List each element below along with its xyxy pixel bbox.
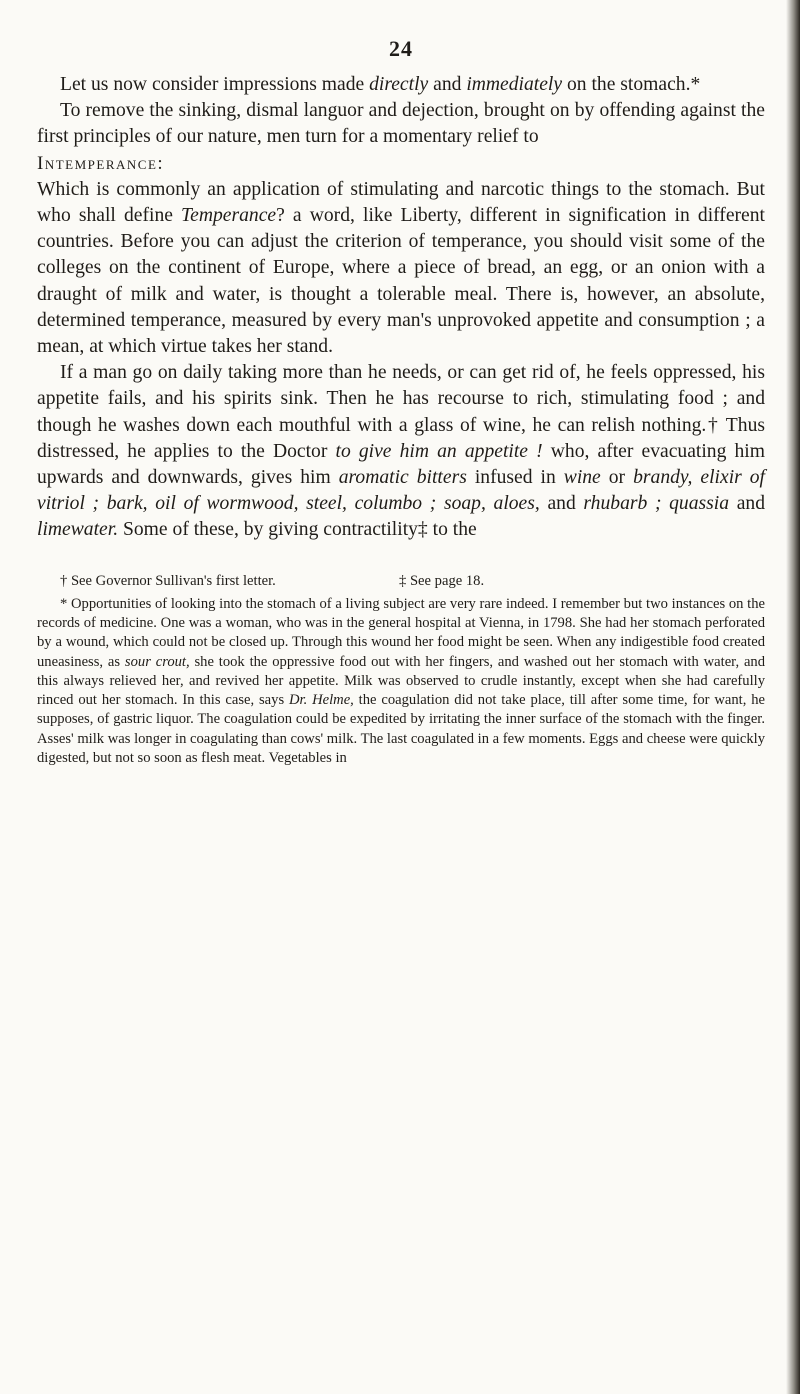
italic-text: rhubarb ; quassia: [583, 493, 730, 515]
text-run: the coagulation did not take place, till after some time, for want, he supposes, of gastric liquor. The coagulation could be expedited by irritating the inner surface of the stomach with the finger. Asses' milk was longer in coagulating than cows' milk. The last coagulated in a few moments. Eggs and cheese were quickly digested, but not so soon as flesh meat. Vegetables in: [37, 692, 766, 767]
paragraph: [37, 98, 765, 150]
footnote-dagger: † See Governor Sullivan's first letter.: [60, 572, 276, 589]
text-run: ? a word, like Liberty, different in signification in different countries. Before you can adjust the criterion of temperance, you should visit some of the colleges on the continent of Europe, where a piece of bread, an egg, or an onion with a draught of milk and water, is thought a tolerable meal. There is, however, an absolute, determined temperance, measured by every man's unprovoked appetite and consumption ; a mean, at which virtue takes her stand.: [37, 205, 765, 358]
paragraph: [37, 360, 765, 543]
italic-text: limewater.: [37, 519, 119, 541]
page-edge-shadow: [786, 0, 800, 1394]
footnotes: [37, 572, 765, 769]
text-run: on the stomach.*: [562, 74, 701, 95]
heading-text: Intemperance:: [37, 152, 165, 174]
text-run: and: [539, 493, 584, 515]
text-run: Let us now consider impressions made: [60, 74, 370, 95]
text-run: * Opportunities of looking into the stomach of a living subject are very rare indeed. I remember but two instances on the records of medicine. One was a woman, who was in the general hospital at Vienna, in 1798. She had her stomach perforated by a wound, which could not be closed up. Through this wound her food might be seen. When any indigestible food created uneasiness, as: [37, 595, 765, 670]
text-run: Some of these, by giving contractility‡ to the: [118, 519, 477, 541]
italic-text: directly: [369, 74, 429, 95]
italic-text: immediately: [466, 74, 563, 95]
text-run: and: [729, 493, 765, 515]
footnote-double-dagger: ‡ See page 18.: [399, 572, 485, 589]
footnote-star: [37, 595, 765, 769]
paragraph: [37, 72, 765, 98]
paragraph: [37, 177, 765, 360]
text-run: or: [600, 467, 634, 489]
italic-text: wine: [563, 467, 601, 489]
text-run: she took the oppressive food out with her fingers, and washed out her stomach with water, and this always relieved her, and revived her appetite. Milk was observed to crudle instantly, except when she had carefully rinced out her stomach. In this case, says: [37, 653, 766, 709]
text-run: who, after evacuating him upwards and downwards, gives him: [37, 440, 765, 489]
section-heading: [37, 151, 765, 177]
italic-text: brandy, elixir of vitriol ; bark, oil of wormwood, steel, columbo ; soap, aloes,: [37, 467, 766, 515]
text-run: infused in: [466, 467, 564, 489]
italic-text: sour crout,: [124, 653, 190, 670]
text-block: [37, 36, 765, 768]
text-run: Which is commonly an application of stimulating and narcotic things to the stomach. But who shall define: [37, 178, 765, 227]
page-number: 24: [389, 36, 413, 61]
italic-text: Dr. Helme,: [288, 692, 354, 709]
italic-text: to give him an appetite !: [335, 440, 543, 462]
text-run: If a man go on daily taking more than he needs, or can get rid of, he feels oppressed, his appetite fails, and his spirits sink. Then he has recourse to rich, stimulating food ; and though he washes down each mouthful with a glass of wine, he can relish nothing.† Thus distressed, he applies to the Doctor: [37, 362, 765, 462]
footnote-row: [37, 572, 765, 591]
italic-text: Temperance: [181, 205, 277, 227]
italic-text: aromatic bitters: [338, 467, 467, 489]
main-text: [37, 72, 765, 544]
text-run: and: [428, 74, 467, 95]
text-run: To remove the sinking, dismal languor and dejection, brought on by offending against the first principles of our nature, men turn for a momentary relief to: [37, 100, 765, 148]
